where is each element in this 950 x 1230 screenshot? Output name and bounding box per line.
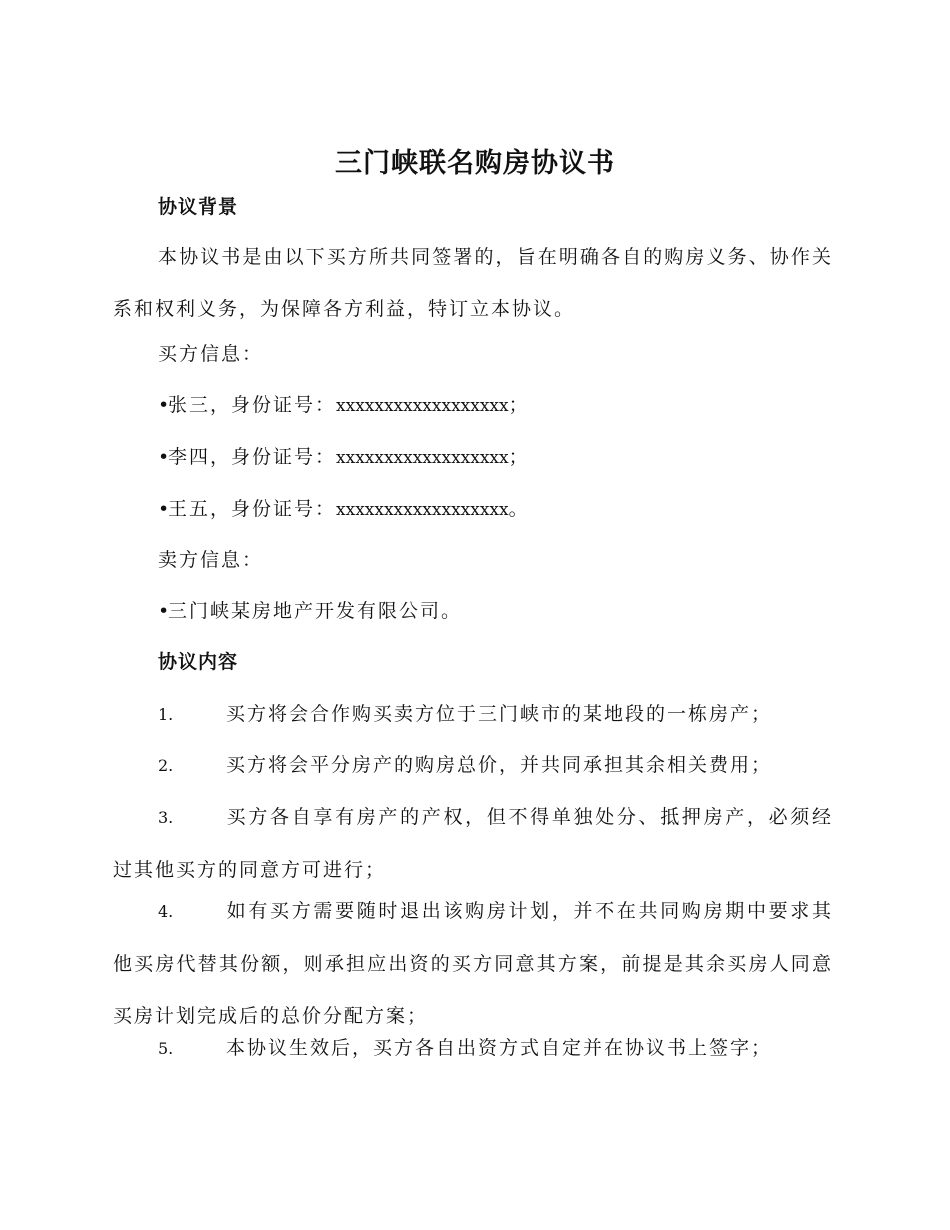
buyer-end-punct: ； <box>508 446 530 468</box>
buyer-item <box>158 391 530 420</box>
list-item-text: 买方各自享有房产的产权，但不得单独处分、抵押房产，必须经过其他买方的同意方可进行； <box>113 806 833 881</box>
list-number: 3. <box>158 808 174 827</box>
buyer-item <box>158 443 530 472</box>
bullet-icon: • <box>158 498 172 520</box>
background-paragraph: 本协议书是由以下买方所共同签署的，旨在明确各自的购房义务、协作关系和权利义务，为保障各方利益，特订立本协议。 <box>113 246 833 320</box>
content-list-item <box>113 885 833 1042</box>
buyer-id-number: xxxxxxxxxxxxxxxxxx <box>336 500 509 520</box>
seller-item <box>158 597 462 625</box>
content-list-item <box>113 688 833 741</box>
bullet-icon: • <box>158 600 172 622</box>
buyer-id-number: xxxxxxxxxxxxxxxxxx <box>336 448 509 468</box>
list-number: 2. <box>158 756 174 775</box>
list-number: 4. <box>158 902 174 921</box>
section-heading-background: 协议背景 <box>158 196 239 218</box>
seller-name: 三门峡某房地产开发有限公司。 <box>168 600 463 622</box>
buyer-name: 张三，身份证号： <box>168 394 337 416</box>
buyer-end-punct: 。 <box>508 498 530 520</box>
buyer-name: 李四，身份证号： <box>168 446 337 468</box>
buyer-name: 王五，身份证号： <box>168 498 337 520</box>
buyer-id-number: xxxxxxxxxxxxxxxxxx <box>336 396 509 416</box>
seller-label: 卖方信息： <box>158 549 264 571</box>
list-item-text: 买方将会平分房产的购房总价，并共同承担其余相关费用； <box>226 754 773 776</box>
buyer-item <box>158 495 530 524</box>
buyers-label: 买方信息： <box>158 343 264 365</box>
list-number: 1. <box>158 705 174 724</box>
content-list-item <box>113 1022 833 1075</box>
content-list-item <box>113 791 833 896</box>
content-list-item <box>113 739 833 792</box>
buyer-end-punct: ； <box>508 394 530 416</box>
list-item-text: 本协议生效后，买方各自出资方式自定并在协议书上签字； <box>226 1037 773 1059</box>
list-number: 5. <box>158 1039 174 1058</box>
list-item-text: 如有买方需要随时退出该购房计划，并不在共同购房期中要求其他买房代替其份额，则承担应出资的买方同意其方案，前提是其余买房人同意买房计划完成后的总价分配方案； <box>113 900 833 1027</box>
section-heading-content: 协议内容 <box>158 651 239 673</box>
bullet-icon: • <box>158 394 172 416</box>
list-item-text: 买方将会合作购买卖方位于三门峡市的某地段的一栋房产； <box>226 703 773 725</box>
bullet-icon: • <box>158 446 172 468</box>
document-title: 三门峡联名购房协议书 <box>335 148 615 179</box>
